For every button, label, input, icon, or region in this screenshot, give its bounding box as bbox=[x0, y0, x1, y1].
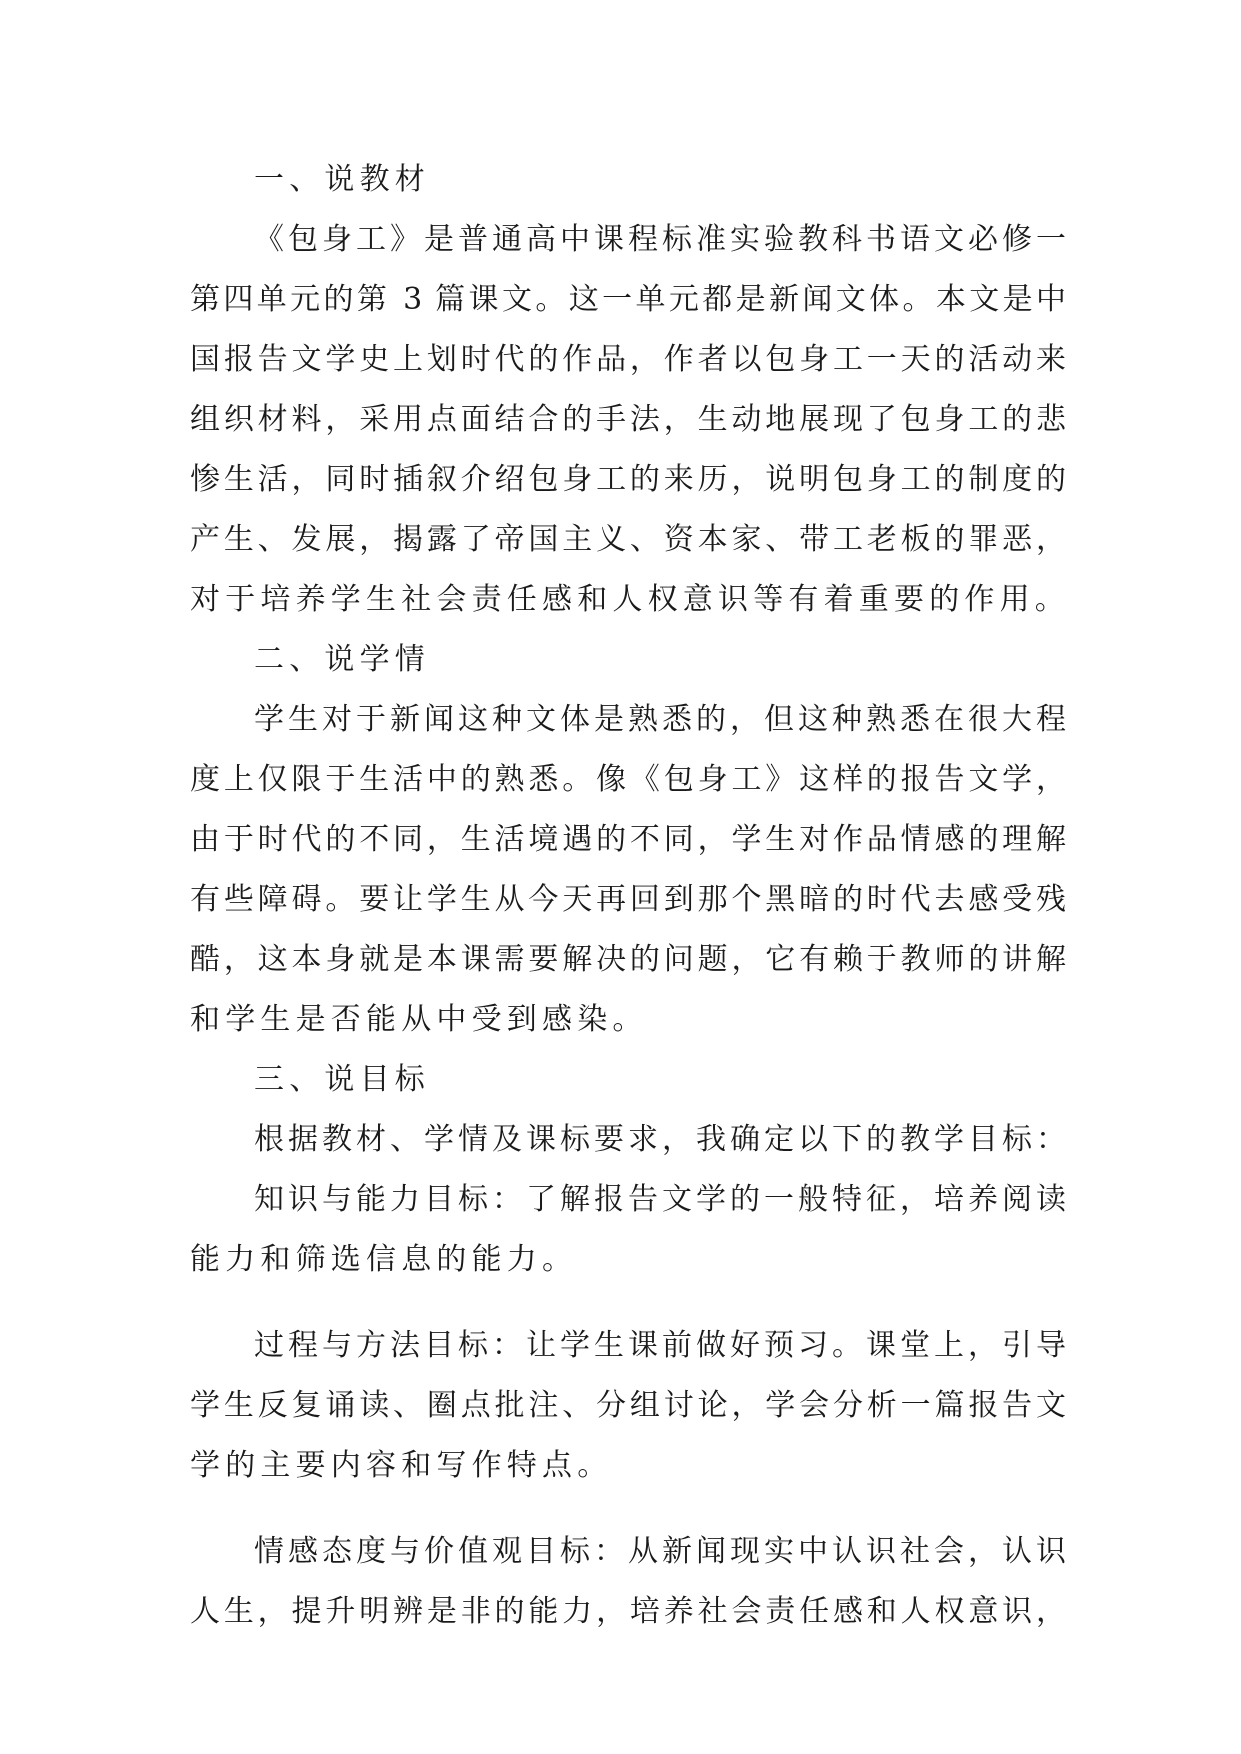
paragraph-line: 惨生活，同时插叙介绍包身工的来历，说明包身工的制度的 bbox=[190, 462, 1066, 497]
paragraph-spacing bbox=[190, 1290, 1066, 1316]
paragraph-line: 酷，这本身就是本课需要解决的问题，它有赖于教师的讲解 bbox=[190, 942, 1066, 977]
paragraph-line: 过程与方法目标：让学生课前做好预习。课堂上，引导 bbox=[254, 1328, 1066, 1363]
paragraph-line: 知识与能力目标：了解报告文学的一般特征，培养阅读 bbox=[254, 1182, 1066, 1217]
paragraph-line: 学生对于新闻这种文体是熟悉的，但这种熟悉在很大程 bbox=[254, 702, 1066, 737]
section-heading: 二、说学情 bbox=[254, 642, 430, 677]
paragraph-line: 产生、发展，揭露了帝国主义、资本家、带工老板的罪恶， bbox=[190, 522, 1066, 557]
paragraph-line: 学的主要内容和写作特点。 bbox=[190, 1448, 613, 1483]
paragraph-line: 有些障碍。要让学生从今天再回到那个黑暗的时代去感受残 bbox=[190, 882, 1066, 917]
paragraph-line: 能力和筛选信息的能力。 bbox=[190, 1242, 578, 1277]
paragraph-line: 由于时代的不同，生活境遇的不同，学生对作品情感的理解 bbox=[190, 822, 1066, 857]
paragraph-line: 组织材料，采用点面结合的手法，生动地展现了包身工的悲 bbox=[190, 402, 1066, 437]
paragraph-line: 对于培养学生社会责任感和人权意识等有着重要的作用。 bbox=[190, 582, 1070, 617]
paragraph-line: 国报告文学史上划时代的作品，作者以包身工一天的活动来 bbox=[190, 342, 1066, 377]
paragraph-line: 学生反复诵读、圈点批注、分组讨论，学会分析一篇报告文 bbox=[190, 1388, 1066, 1423]
paragraph-line: 第四单元的第 3 篇课文。这一单元都是新闻文体。本文是中 bbox=[190, 282, 1066, 317]
paragraph-line: 和学生是否能从中受到感染。 bbox=[190, 1002, 648, 1037]
paragraph-line: 人生，提升明辨是非的能力，培养社会责任感和人权意识， bbox=[190, 1594, 1066, 1629]
section-heading: 三、说目标 bbox=[254, 1062, 430, 1097]
section-heading: 一、说教材 bbox=[254, 162, 430, 197]
paragraph-line: 情感态度与价值观目标：从新闻现实中认识社会，认识 bbox=[254, 1534, 1066, 1569]
paragraph-line: 度上仅限于生活中的熟悉。像《包身工》这样的报告文学， bbox=[190, 762, 1066, 797]
document-page bbox=[190, 150, 1070, 1642]
paragraph-spacing bbox=[190, 1496, 1066, 1522]
paragraph-line: 《包身工》是普通高中课程标准实验教科书语文必修一 bbox=[254, 222, 1066, 257]
paragraph-line: 根据教材、学情及课标要求，我确定以下的教学目标： bbox=[254, 1122, 1066, 1157]
